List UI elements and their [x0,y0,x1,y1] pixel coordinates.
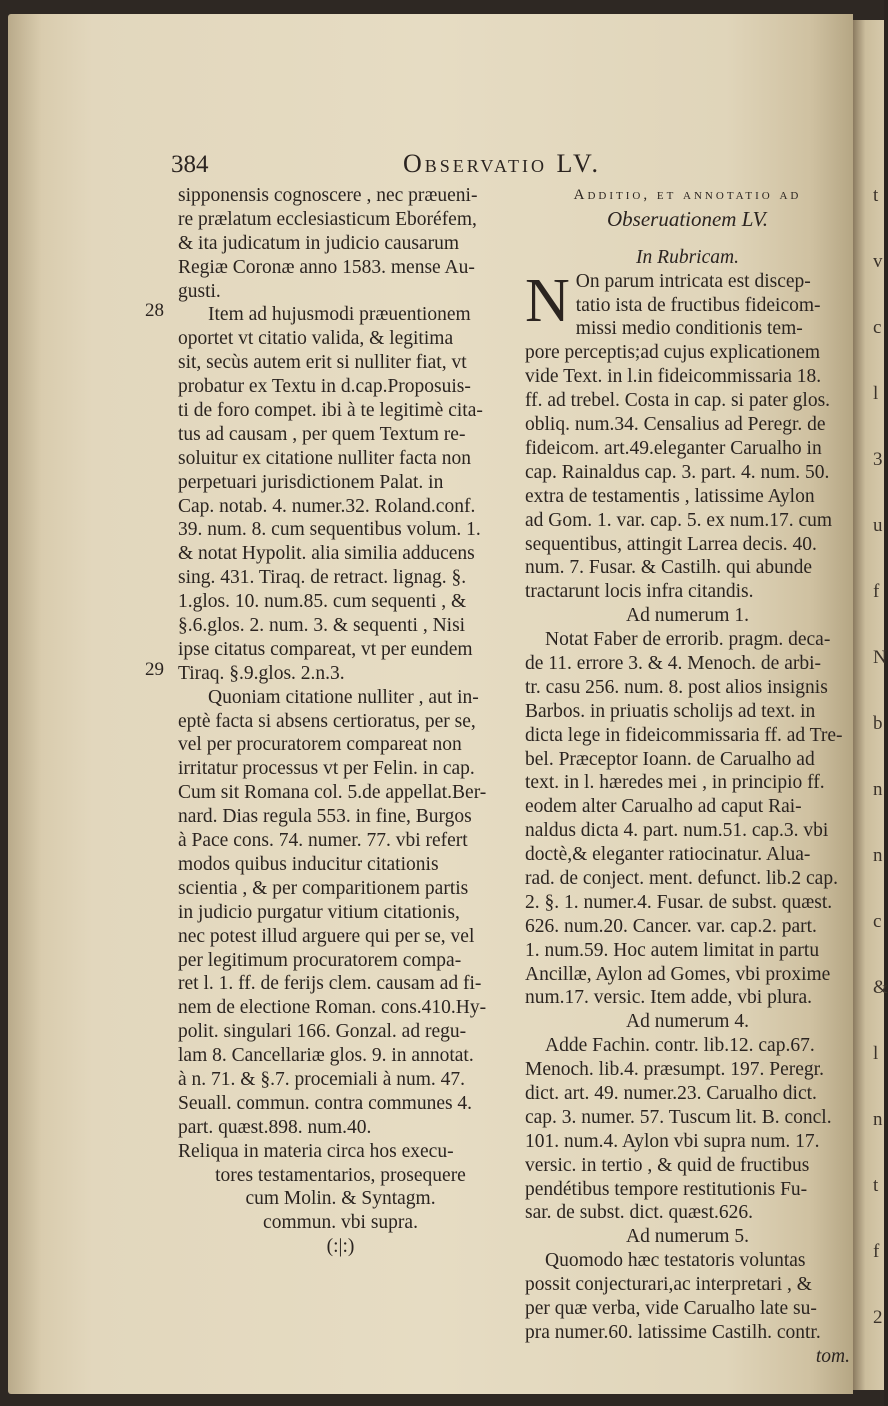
next-page-fragment: l [873,383,879,404]
next-page-fragment: c [873,317,882,338]
text-line: à Pace cons. 74. numer. 77. vbi refert [178,830,468,852]
next-page-fragment: f [873,1241,880,1262]
text-line: vide Text. in l.in fideicommissaria 18. [525,366,822,388]
text-line: 101. num.4. Aylon vbi supra num. 17. [525,1130,820,1152]
text-line: Quoniam citatione nulliter , aut in- [208,686,479,708]
text-line: tom. [815,1345,850,1367]
text-line: pore perceptis;ad cujus explicationem [525,342,821,364]
text-line: Cap. notab. 4. numer.32. Roland.conf. [178,495,476,517]
next-page-fragment: t [873,1175,879,1196]
text-line: probatur ex Textu in d.cap.Proposuis- [178,376,471,398]
text-line: missi medio conditionis tem- [575,318,803,340]
text-line: nem de electione Roman. cons.410.Hy- [178,997,487,1019]
text-line: Barbos. in priuatis scholijs ad text. in [525,700,816,722]
section-heading: Ad numerum 5. [626,1226,749,1248]
text-line: sipponensis cognoscere , nec præueni- [178,185,478,206]
text-line: obliq. num.34. Censalius ad Peregr. de [525,414,826,436]
text-line: per quæ verba, vide Carualho late su- [525,1298,817,1319]
text-line: 2. §. 1. numer.4. Fusar. de subst. quæst. [525,891,833,913]
text-line: 1.glos. 10. num.85. cum sequenti , & [178,591,467,613]
text-line: 1. num.59. Hoc autem limitat in partu [525,939,820,961]
running-head: Observatio LV. [403,149,601,178]
next-page-edge [853,20,888,1390]
next-page-fragment: N [873,647,887,668]
text-line: ipse citatus compareat, vt per eundem [178,638,473,660]
next-page-fragment: b [873,713,883,734]
rubric-heading: In Rubricam. [636,246,739,268]
margin-number-29: 29 [145,659,164,680]
text-line: num.17. versic. Item adde, vbi plura. [525,987,813,1009]
next-page-fragment: u [873,515,883,536]
text-line: in judicio purgatur vitium citationis, [178,901,460,923]
next-page-fragment: 3 [873,449,883,470]
text-line: tus ad causam , per quem Textum re- [178,423,466,445]
addition-heading: Additio, et annotatio ad [573,187,802,203]
drop-capital: N [525,266,570,335]
next-page-fragment: n [873,779,883,800]
page-number: 384 [171,151,209,178]
text-line: commun. vbi supra. [263,1212,418,1234]
right-column [525,184,850,1369]
text-line: irritatur processus vt per Felin. in cap. [178,758,475,780]
text-line: lam 8. Cancellariæ glos. 9. in annotat. [178,1045,474,1067]
text-line: Tiraq. §.9.glos. 2.n.3. [178,662,345,684]
text-line: Adde Fachin. contr. lib.12. cap.67. [545,1035,815,1057]
margin-number-28: 28 [145,300,164,321]
left-column [178,184,503,1259]
text-line: à n. 71. & §.7. procemiali à num. 47. [178,1068,466,1090]
text-line: perpetuari jurisdictionem Palat. in [178,471,444,493]
text-line: sequentibus, attingit Larrea decis. 40. [525,533,817,555]
text-line: Menoch. lib.4. præsumpt. 197. Peregr. [525,1059,824,1081]
next-page-fragment: t [873,185,879,206]
next-page-fragment: f [873,581,880,602]
text-line: sar. de subst. dict. quæst.626. [525,1202,754,1224]
text-line: tractarunt locis infra citandis. [525,581,754,603]
text-line: polit. singulari 166. Gonzal. ad regu- [178,1021,467,1043]
text-line: & notat Hypolit. alia similia adducens [178,543,475,565]
text-line: ad Gom. 1. var. cap. 5. ex num.17. cum [525,509,833,531]
text-line: Notat Faber de errorib. pragm. deca- [545,629,831,651]
section-heading: Ad numerum 1. [626,605,749,627]
text-line: scientia , & per comparitionem partis [178,877,469,899]
text-line: de 11. errore 3. & 4. Menoch. de arbi- [525,652,822,674]
text-line: oportet vt citatio valida, & legitima [178,328,454,350]
text-line: nec potest illud arguere qui per se, vel [178,925,475,947]
text-line: per legitimum procuratorem compa- [178,949,462,971]
text-line: re prælatum ecclesiasticum Eboréfem, [178,208,477,230]
right-column-body [525,266,850,1369]
text-line: cap. Rainaldus cap. 3. part. 4. num. 50. [525,461,830,483]
text-line: cum Molin. & Syntagm. [245,1188,436,1210]
next-page-fragment: n [873,845,883,866]
text-line: Reliqua in materia circa hos execu- [178,1140,454,1162]
section-heading: Ad numerum 4. [626,1011,749,1033]
text-line: 626. num.20. Cancer. var. cap.2. part. [525,915,817,937]
next-page-fragment: c [873,911,882,932]
text-line: modos quibus inducitur citationis [178,853,439,875]
text-line: Regiæ Coronæ anno 1583. mense Au- [178,256,475,278]
text-line: 39. num. 8. cum sequentibus volum. 1. [178,519,481,541]
text-line: doctè,& eleganter ratiocinatur. Alua- [525,844,811,866]
text-line: bel. Præceptor Ioann. de Carualho ad [525,748,815,770]
text-line: versic. in tertio , & quid de fructibus [525,1154,810,1176]
text-line: On parum intricata est discep- [575,270,811,292]
text-line: pra numer.60. latissime Castilh. contr. [525,1321,821,1343]
text-line: ti de foro compet. ibi à te legitimè cita- [178,400,483,422]
end-ornament: (:|:) [326,1236,355,1258]
text-line: sing. 431. Tiraq. de retract. lignag. §. [178,567,467,589]
next-page-fragment: n [873,1109,883,1130]
text-line: tores testamentarios, prosequere [215,1164,466,1186]
text-line: dicta lege in fideicommissaria ff. ad Tre- [525,724,843,746]
page-header [8,149,853,181]
text-line: ff. ad trebel. Costa in cap. si pater glos. [525,390,831,412]
text-line: extra de testamentis , latissime Aylon [525,485,815,507]
text-line: tatio ista de fructibus fideicom- [575,294,821,316]
text-line: ret l. 1. ff. de ferijs clem. causam ad fi- [178,973,482,995]
text-line: part. quæst.898. num.40. [178,1116,372,1138]
text-line: Seuall. commun. contra communes 4. [178,1092,473,1114]
text-line: Item ad hujusmodi præuentionem [208,304,471,326]
text-line: num. 7. Fusar. & Castilh. qui abunde [525,557,813,579]
text-line: Cum sit Romana col. 5.de appellat.Ber- [178,782,487,804]
next-page-fragment: v [873,251,883,272]
text-line: tr. casu 256. num. 8. post alios insignis [525,676,828,698]
text-line: possit conjecturari,ac interpretari , & [525,1274,812,1296]
text-line: naldus dicta 4. part. num.51. cap.3. vbi [525,820,829,842]
text-line: cap. 3. numer. 57. Tuscum lit. B. concl. [525,1106,832,1128]
text-line: rad. de conject. ment. defunct. lib.2 cap. [525,867,838,889]
next-page-fragment: 2 [873,1307,883,1328]
text-line: eodem alter Carualho ad caput Rai- [525,796,802,818]
text-line: §.6.glos. 2. num. 3. & sequenti , Nisi [178,615,466,637]
text-line: vel per procuratorem compareat non [178,734,462,756]
text-line: fideicom. art.49.eleganter Carualho in [525,437,822,459]
text-line: sit, secùs autem erit si nulliter fiat, vt [178,352,467,374]
text-line: eptè facta si absens certioratus, per se, [178,710,476,732]
text-line: nard. Dias regula 553. in fine, Burgos [178,806,472,828]
text-line: text. in l. hæredes mei , in principio ff. [525,772,825,794]
text-line: Ancillæ, Aylon ad Gomes, vbi proxime [525,963,831,985]
page [8,14,853,1394]
next-page-fragment: & [873,977,888,998]
next-page-fragment: l [873,1043,879,1064]
text-line: pendétibus tempore restitutionis Fu- [525,1178,808,1200]
text-line: Quomodo hæc testatoris voluntas [545,1250,806,1272]
text-line: soluitur ex citatione nulliter facta non [178,447,471,469]
text-line: & ita judicatum in judicio causarum [178,232,460,254]
text-line: dict. art. 49. numer.23. Carualho dict. [525,1082,817,1104]
addition-subheading: Obseruationem LV. [606,206,768,231]
text-line: gusti. [178,280,221,302]
